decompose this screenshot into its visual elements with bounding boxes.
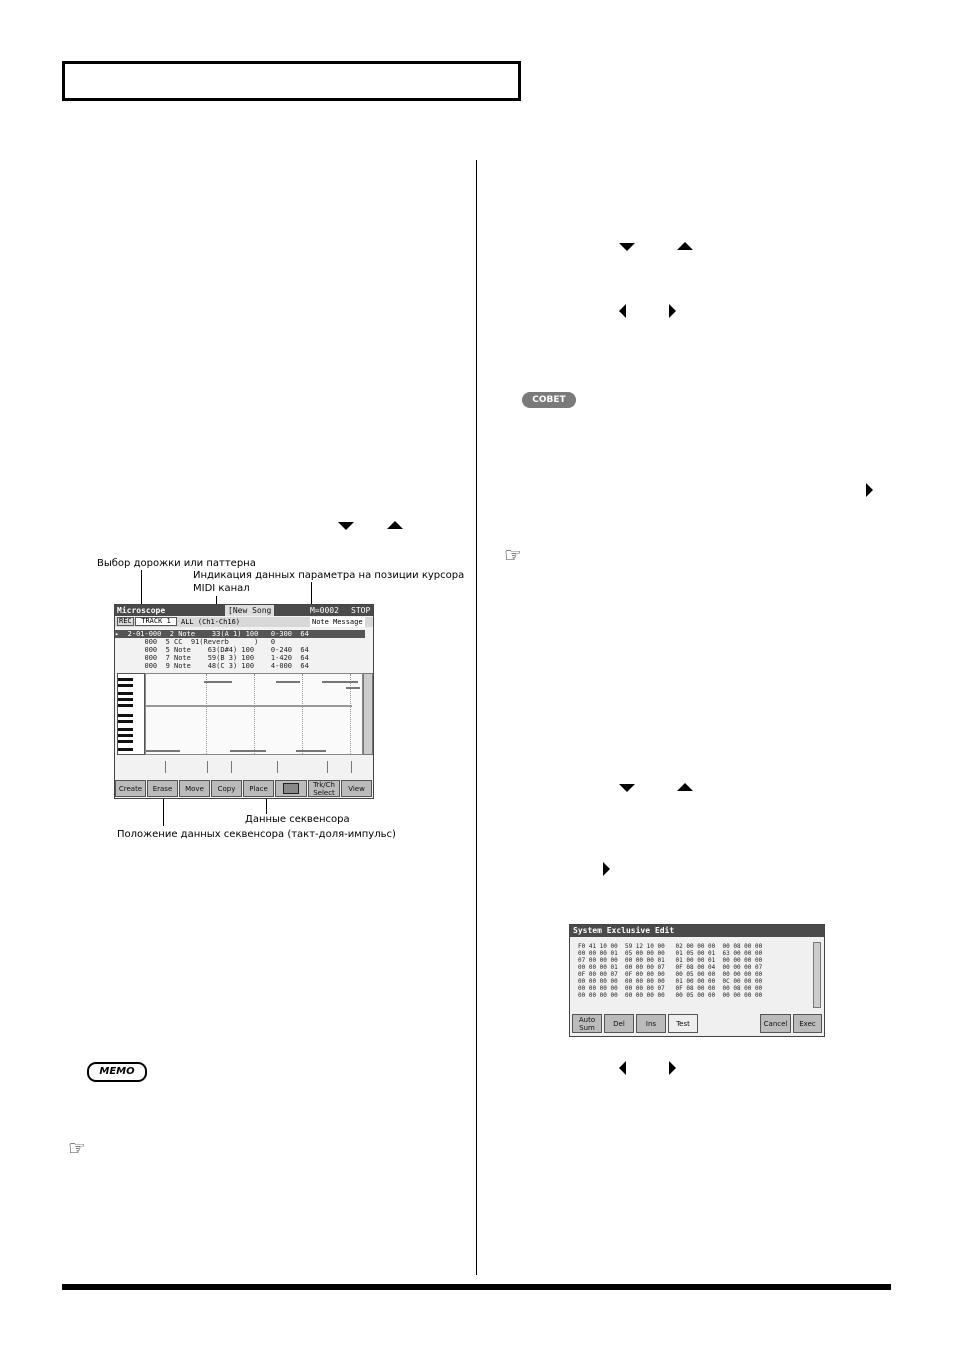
triangle-left-icon bbox=[619, 304, 626, 318]
triangle-right-icon bbox=[866, 483, 873, 497]
memo-badge: MEMO bbox=[87, 1062, 147, 1082]
column-divider bbox=[476, 160, 477, 1275]
triangle-down-icon bbox=[338, 522, 354, 530]
sysex-edit-screen bbox=[569, 924, 825, 1037]
window-toggle-button[interactable] bbox=[275, 780, 307, 797]
del-button[interactable]: Del bbox=[604, 1014, 634, 1033]
triangle-left-icon bbox=[619, 1061, 626, 1075]
microscope-screen bbox=[114, 604, 374, 799]
midi-channel-display: ALL (Ch1-Ch16) bbox=[181, 618, 241, 626]
footer-rule bbox=[62, 1284, 891, 1290]
event-row[interactable]: 000 5 Note 63(D#4) 100 0-240 64 bbox=[115, 646, 309, 654]
microscope-title-bar bbox=[115, 605, 373, 616]
triangle-down-icon bbox=[619, 784, 635, 792]
transport-status: STOP bbox=[351, 606, 371, 615]
triangle-up-icon bbox=[387, 521, 403, 529]
triangle-up-icon bbox=[677, 242, 693, 250]
auto-sum-button[interactable]: Auto Sum bbox=[572, 1014, 602, 1033]
callout-param-at-cursor: Индикация данных параметра на позиции курсора bbox=[193, 570, 465, 581]
triangle-right-icon bbox=[603, 862, 610, 876]
copy-button[interactable]: Copy bbox=[211, 780, 242, 797]
event-row[interactable]: ▸ 2-01-000 2 Note 33(A 1) 100 0-300 64 bbox=[115, 630, 365, 638]
measure-readout: M=0002 bbox=[310, 606, 339, 615]
callout-track-select: Выбор дорожки или паттерна bbox=[97, 558, 256, 569]
place-button[interactable]: Place bbox=[243, 780, 274, 797]
track-select[interactable]: TRACK 1 bbox=[135, 617, 177, 626]
event-row[interactable]: 000 7 Note 59(B 3) 100 1-420 64 bbox=[115, 654, 309, 662]
sysex-data-row[interactable]: 0F 00 00 07 0F 00 00 00 00 05 00 00 00 00 00 00 bbox=[578, 971, 763, 978]
message-type[interactable]: Note Message bbox=[312, 618, 363, 626]
pointing-hand-icon: ☞ bbox=[504, 543, 522, 567]
rec-indicator: REC bbox=[119, 617, 132, 625]
tip-badge: СОВЕТ bbox=[522, 392, 576, 408]
sysex-title-bar bbox=[570, 925, 824, 937]
ins-button[interactable]: Ins bbox=[636, 1014, 666, 1033]
erase-button[interactable]: Erase bbox=[147, 780, 178, 797]
sysex-data-row[interactable]: F0 41 10 00 59 12 10 00 02 00 00 00 00 08 00 00 bbox=[578, 943, 763, 950]
song-name: [New Song bbox=[225, 605, 274, 616]
triangle-up-icon bbox=[677, 783, 693, 791]
screen-title: Microscope bbox=[117, 606, 166, 615]
cancel-button[interactable]: Cancel bbox=[760, 1014, 791, 1033]
create-button[interactable]: Create bbox=[115, 780, 146, 797]
sysex-data-row[interactable]: 00 00 00 00 00 00 00 00 01 00 00 00 0C 00 00 00 bbox=[578, 978, 763, 985]
sysex-title: System Exclusive Edit bbox=[573, 926, 675, 935]
header-title-box bbox=[62, 61, 521, 101]
move-button[interactable]: Move bbox=[179, 780, 210, 797]
callout-sequencer-data: Данные секвенсора bbox=[245, 814, 350, 825]
callout-data-position: Положение данных секвенсора (такт-доля-импульс) bbox=[117, 829, 396, 840]
sysex-data-row[interactable]: 07 00 00 00 00 00 00 01 01 00 00 01 00 00 00 00 bbox=[578, 957, 763, 964]
trk-select-button[interactable]: Trk/Ch Select bbox=[308, 780, 340, 797]
test-button[interactable]: Test bbox=[668, 1014, 698, 1033]
callout-midi-channel: MIDI канал bbox=[193, 583, 250, 594]
exec-button[interactable]: Exec bbox=[793, 1014, 822, 1033]
vertical-scrollbar[interactable] bbox=[363, 673, 373, 755]
track-selector-row bbox=[115, 617, 373, 627]
note-grid[interactable] bbox=[145, 673, 363, 755]
window-icon bbox=[283, 783, 299, 794]
triangle-right-icon bbox=[669, 304, 676, 318]
view-button[interactable]: View bbox=[341, 780, 372, 797]
sysex-data-row[interactable]: 00 00 00 00 00 00 00 07 0F 08 00 00 00 08 00 00 bbox=[578, 985, 763, 992]
triangle-right-icon bbox=[669, 1061, 676, 1075]
sysex-scrollbar[interactable] bbox=[813, 942, 821, 1008]
event-row[interactable]: 000 5 CC 91(Reverb ) 0 bbox=[115, 638, 276, 646]
pointing-hand-icon: ☞ bbox=[68, 1136, 86, 1160]
event-row[interactable]: 000 9 Note 48(C 3) 100 4-000 64 bbox=[115, 662, 309, 670]
sysex-data-row[interactable]: 00 00 00 01 00 00 00 07 0F 08 00 04 00 00 00 07 bbox=[578, 964, 763, 971]
sysex-data-row[interactable]: 00 00 00 01 05 00 00 00 01 05 00 01 63 00 00 00 bbox=[578, 950, 763, 957]
piano-keyboard bbox=[117, 673, 145, 755]
sysex-data-row[interactable]: 00 00 00 00 00 00 00 00 00 05 00 00 00 00 00 00 bbox=[578, 992, 763, 999]
triangle-down-icon bbox=[619, 243, 635, 251]
